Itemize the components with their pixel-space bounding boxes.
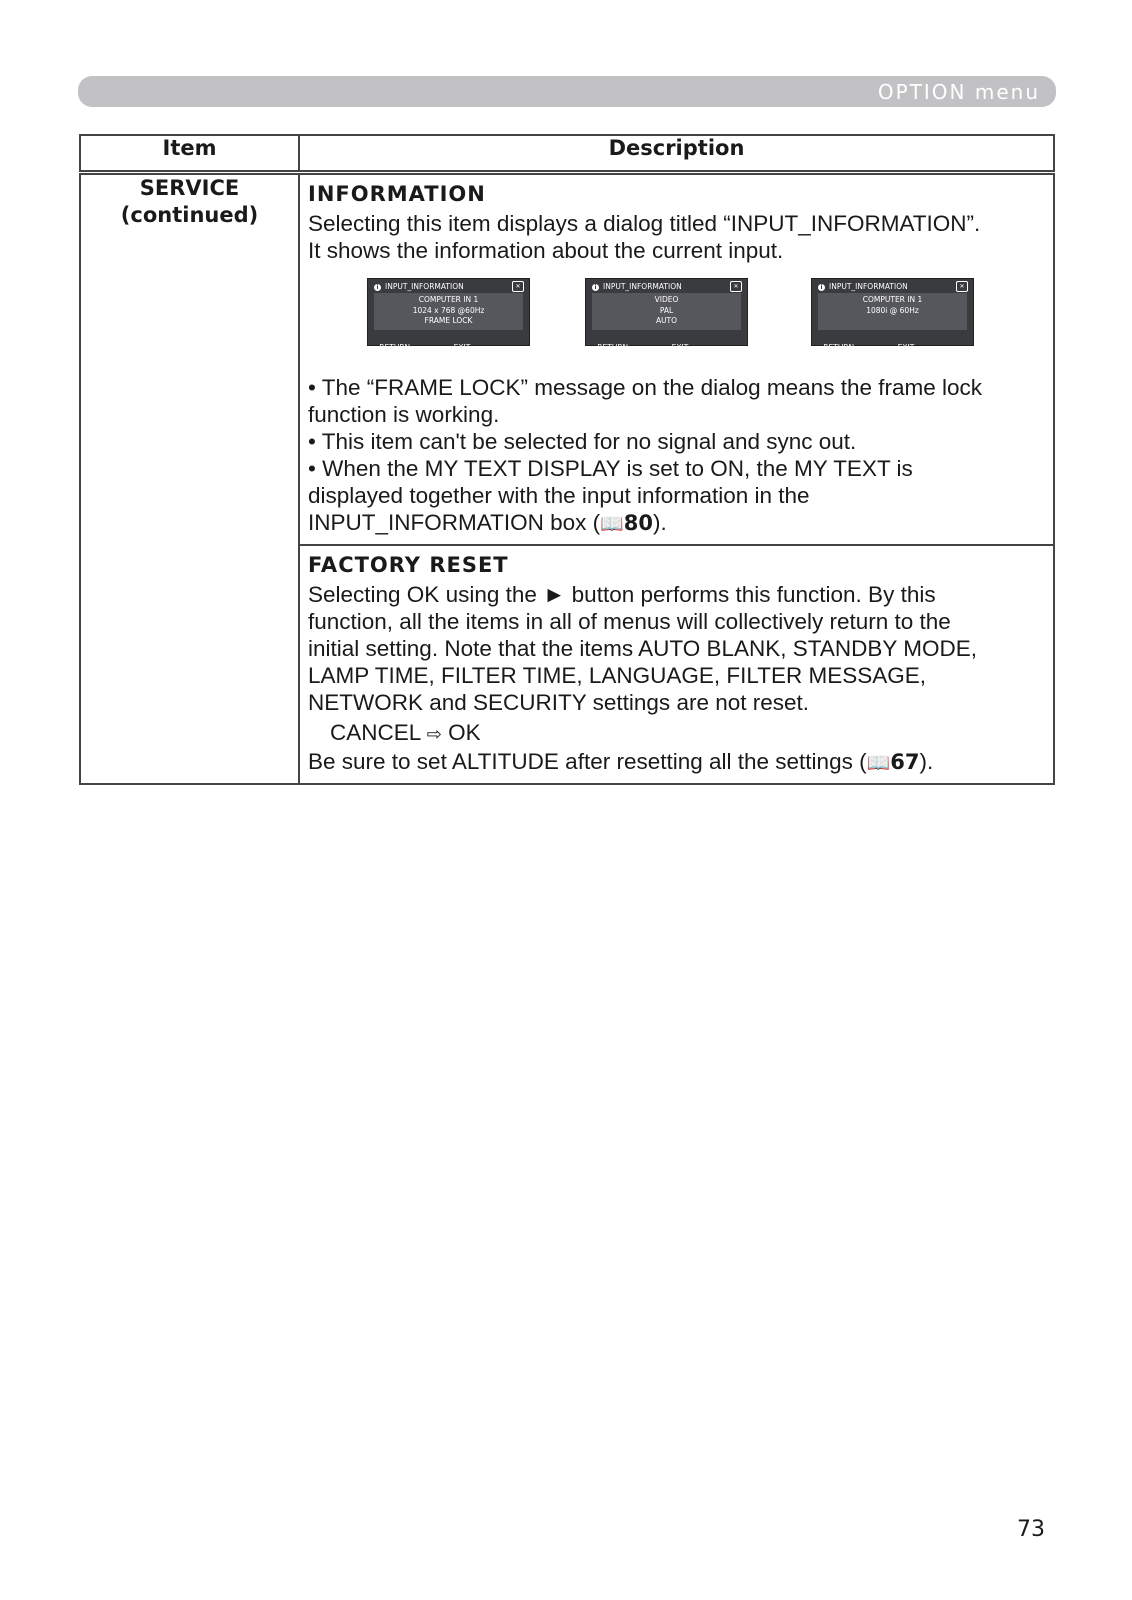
column-header-item: Item (80, 135, 299, 173)
exit-label: :EXIT (895, 343, 915, 352)
page-reference[interactable]: 80 (623, 511, 654, 535)
note-line (308, 509, 1045, 538)
close-icon: ✕ (956, 281, 968, 292)
section-header-bar (78, 76, 1056, 107)
cancel-option: CANCEL (330, 720, 421, 745)
book-icon: 📖 (866, 753, 891, 774)
dialog-title (818, 282, 908, 292)
return-hint: ◄:RETURN (589, 343, 629, 352)
text-line: Selecting OK using the ► button performs this function. By this (308, 582, 936, 607)
info-icon: i (592, 284, 599, 291)
dialog-title-text: INPUT_INFORMATION (829, 282, 908, 291)
dialog-title-text: INPUT_INFORMATION (385, 282, 464, 291)
note-line: • The “FRAME LOCK” message on the dialog means the frame lock (308, 375, 983, 400)
note-line: displayed together with the input information in the (308, 483, 810, 508)
option-menu-table (79, 134, 1055, 785)
return-label: :RETURN (820, 343, 855, 352)
note-line: function is working. (308, 402, 500, 427)
intro-line: Selecting this item displays a dialog titled “INPUT_INFORMATION”. (308, 211, 981, 236)
dialog-examples (308, 264, 1045, 372)
exit-label: :EXIT (451, 343, 471, 352)
table-header-row (80, 135, 1054, 173)
altitude-text-end: ). (919, 749, 934, 774)
choice-line (308, 719, 1045, 748)
factory-reset-title: FACTORY RESET (308, 553, 509, 577)
item-continued: (continued) (120, 203, 259, 227)
dialog-line: PAL (659, 305, 674, 315)
item-name: SERVICE (139, 176, 240, 200)
dialog-line: AUTO (655, 316, 678, 325)
close-icon: ✕ (512, 281, 524, 292)
altitude-text: Be sure to set ALTITUDE after resetting all the settings ( (308, 749, 867, 774)
return-label: :RETURN (594, 343, 629, 352)
dialog-title (592, 282, 682, 292)
dialog-body (592, 293, 741, 330)
dialog-line: COMPUTER IN 1 (418, 295, 479, 304)
close-icon: ✕ (730, 281, 742, 292)
page-number: 73 (1017, 1517, 1045, 1542)
exit-hint: ,►:EXIT (887, 343, 915, 352)
dialog-line: FRAME LOCK (424, 316, 473, 325)
input-information-dialog-3 (811, 278, 974, 352)
factory-reset-text (308, 581, 1045, 777)
table-row-information (80, 173, 1054, 546)
return-label: :RETURN (376, 343, 411, 352)
return-hint: ◄:RETURN (371, 343, 411, 352)
section-title: OPTION menu (877, 80, 1040, 104)
information-intro (308, 210, 1045, 264)
dialog-line: VIDEO (654, 295, 679, 304)
return-hint: ◄:RETURN (815, 343, 855, 352)
text-line: LAMP TIME, FILTER TIME, LANGUAGE, FILTER MESSAGE, (308, 663, 927, 688)
text-line: NETWORK and SECURITY settings are not reset. (308, 690, 810, 715)
note-text: INPUT_INFORMATION box ( (308, 510, 601, 535)
dialog-line: 1024 x 768 @60Hz (412, 305, 485, 315)
ok-option: OK (448, 720, 481, 745)
dialog-line: 1080i @ 60Hz (866, 305, 919, 315)
arrow-right-icon: ⇨ (426, 724, 442, 744)
altitude-note (308, 748, 1045, 777)
exit-label: :EXIT (669, 343, 689, 352)
note-line: • This item can't be selected for no signal and sync out. (308, 429, 857, 454)
input-information-dialog-2 (585, 278, 748, 352)
dialog-title (374, 282, 464, 292)
text-line: initial setting. Note that the items AUTO BLANK, STANDBY MODE, (308, 636, 978, 661)
dialog-body (374, 293, 523, 330)
description-cell-information (299, 173, 1054, 546)
dialog-title-text: INPUT_INFORMATION (603, 282, 682, 291)
info-icon: i (374, 284, 381, 291)
description-cell-factory-reset (299, 545, 1054, 784)
page-reference[interactable]: 67 (890, 750, 920, 774)
information-title: INFORMATION (308, 182, 486, 206)
column-header-description: Description (299, 135, 1054, 173)
item-cell-service (80, 173, 299, 785)
info-icon: i (818, 284, 825, 291)
note-line: • When the MY TEXT DISPLAY is set to ON, the MY TEXT is (308, 456, 913, 481)
note-text-end: ). (653, 510, 667, 535)
input-information-dialog-1 (367, 278, 530, 352)
information-notes (308, 374, 1045, 538)
intro-line: It shows the information about the current input. (308, 238, 784, 263)
dialog-body (818, 293, 967, 330)
book-icon: 📖 (600, 514, 624, 535)
text-line: function, all the items in all of menus will collectively return to the (308, 609, 951, 634)
exit-hint: ,►:EXIT (443, 343, 471, 352)
exit-hint: ,►:EXIT (661, 343, 689, 352)
dialog-line: COMPUTER IN 1 (862, 295, 923, 304)
